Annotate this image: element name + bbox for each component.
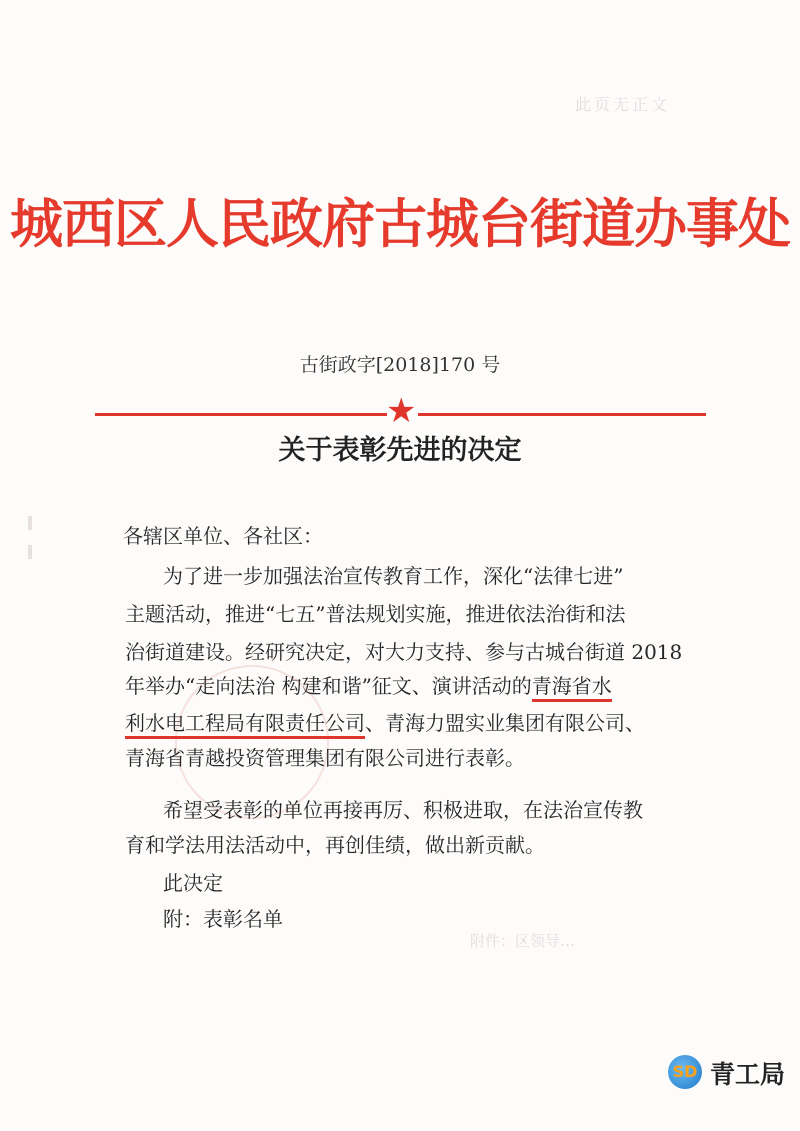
paragraph-1-line-2: 主题活动，推进“七五”普法规划实施，推进依法治街和法 <box>125 602 626 626</box>
paragraph-2-line-1: 希望受表彰的单位再接再厉、积极进取，在法治宣传教 <box>163 798 643 822</box>
faint-bleedthrough-text: 附件：区领导… <box>470 932 576 950</box>
highlighted-company-name-part-1: 青海省水 <box>532 674 612 702</box>
line-4-text: 年举办“走向法治 构建和谐”征文、演讲活动的 <box>125 674 532 698</box>
watermark-logo <box>668 1052 798 1092</box>
paragraph-1-line-3: 治街道建设。经研究决定，对大力支持、参与古城台街道 2018 <box>125 640 683 664</box>
paragraph-1-line-5 <box>125 707 645 736</box>
red-divider-left <box>95 413 387 416</box>
margin-mark <box>28 516 32 530</box>
line-5-text: 、青海力盟实业集团有限公司、 <box>365 711 645 735</box>
logo-text: 青工局 <box>710 1060 786 1089</box>
paragraph-1-line-1: 为了进一步加强法治宣传教育工作，深化“法律七进” <box>163 564 624 588</box>
closing-line: 此决定 <box>163 871 223 895</box>
decision-title: 关于表彰先进的决定 <box>278 435 522 466</box>
red-divider-right <box>418 413 706 416</box>
issuer-header: 城西区人民政府古城台街道办事处 <box>10 193 790 255</box>
logo-icon: SD <box>668 1055 702 1089</box>
paragraph-1-line-4 <box>125 670 612 699</box>
faint-bleedthrough-text: 此页无正文 <box>575 95 671 114</box>
star-icon: ★ <box>386 391 417 431</box>
highlighted-company-name-part-2: 利水电工程局有限责任公司 <box>125 711 365 739</box>
paragraph-2-line-2: 育和学法用法活动中，再创佳绩，做出新贡献。 <box>125 833 545 857</box>
salutation: 各辖区单位、各社区： <box>123 524 323 548</box>
document-number: 古街政字[2018]170 号 <box>299 354 501 376</box>
paragraph-1-line-6: 青海省青越投资管理集团有限公司进行表彰。 <box>125 746 525 770</box>
margin-mark <box>28 545 32 559</box>
attachment-line: 附：表彰名单 <box>163 907 283 931</box>
